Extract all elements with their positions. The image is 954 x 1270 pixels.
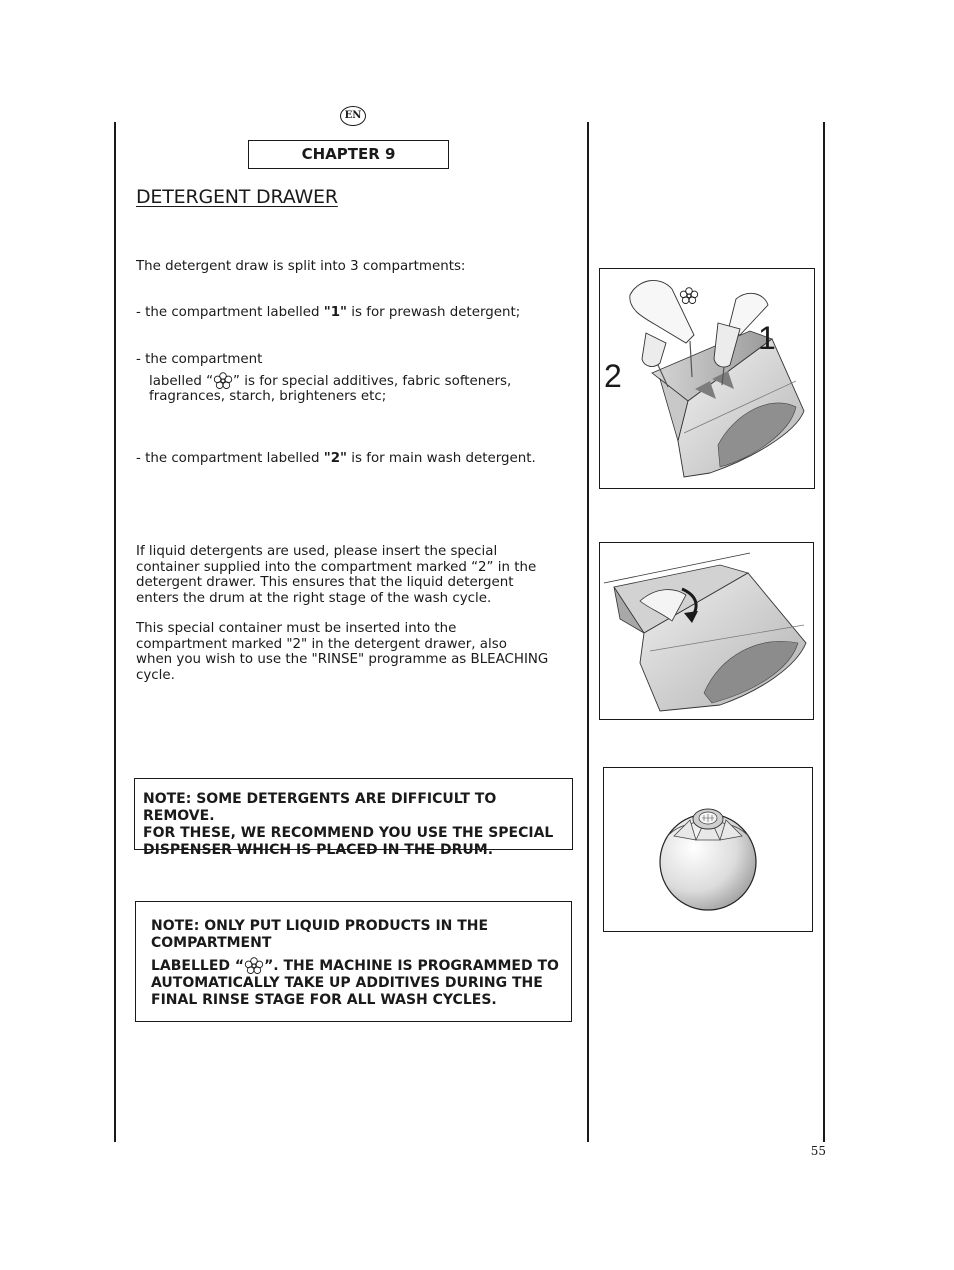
dispenser-ball-illustration: [604, 768, 811, 930]
chapter-label: CHAPTER 9: [248, 140, 449, 169]
liquid-paragraph-line: detergent drawer. This ensures that the liquid detergent: [136, 575, 514, 590]
bleaching-paragraph-line: cycle.: [136, 667, 175, 683]
liquid-paragraph-line: If liquid detergents are used, please insert the special: [136, 544, 498, 559]
compartment-softener-line3: fragrances, starch, brighteners etc;: [149, 389, 387, 404]
note2-suffix: ”. THE MACHINE IS PROGRAMMED TO: [264, 958, 559, 974]
bleaching-paragraph-line: compartment marked "2" in the detergent drawer, also: [136, 636, 507, 652]
flower-icon: [680, 288, 697, 304]
section-title: DETERGENT DRAWER: [136, 186, 338, 208]
figure-dispenser-ball: [603, 767, 813, 932]
liquid-paragraph-line: enters the drum at the right stage of the wash cycle.: [136, 590, 492, 606]
compartment-1-suffix: is for prewash detergent;: [347, 305, 521, 320]
note2-line: FINAL RINSE STAGE FOR ALL WASH CYCLES.: [151, 992, 497, 1008]
note2-line: AUTOMATICALLY TAKE UP ADDITIVES DURING THE: [151, 975, 543, 991]
note2-prefix: LABELLED “: [151, 958, 245, 974]
right-margin-rule: [823, 122, 825, 1142]
compartment-softener-line2: [136, 372, 511, 390]
compartment-softener-line1: - the compartment: [136, 352, 263, 367]
bottle-left: [630, 280, 694, 343]
note2-line-labelled: [151, 957, 571, 975]
compartment-1-marker: 1: [758, 320, 776, 356]
container-insertion-illustration: [600, 543, 812, 718]
measuring-cup: [642, 333, 666, 366]
note-liquid-products: [135, 901, 572, 1022]
note1-line: DISPENSER WHICH IS PLACED IN THE DRUM.: [143, 842, 494, 858]
compartment-2-marker: 2: [604, 358, 622, 394]
flower-icon: [213, 372, 233, 389]
compartment-2-text: [136, 451, 536, 467]
note2-line: COMPARTMENT: [151, 935, 272, 951]
liquid-detergent-paragraph: [136, 544, 536, 606]
bleaching-paragraph: [136, 621, 548, 683]
column-divider-rule: [587, 122, 589, 1142]
bleaching-paragraph-line: when you wish to use the "RINSE" programme as BLEACHING: [136, 652, 549, 667]
language-badge: EN: [340, 106, 366, 126]
liquid-paragraph-line: container supplied into the compartment marked “2” in the: [136, 559, 537, 575]
compartment-softener-prefix: labelled “: [149, 373, 214, 389]
compartment-1-text: [136, 305, 520, 321]
compartment-2-label: "2": [323, 451, 348, 466]
compartment-2-suffix: is for main wash detergent.: [347, 451, 536, 466]
figure-liquid-container: [599, 542, 814, 720]
note-difficult-detergents: [134, 778, 573, 858]
compartment-softener-suffix: ” is for special additives, fabric softeners,: [233, 373, 512, 389]
note2-line: NOTE: ONLY PUT LIQUID PRODUCTS IN THE: [151, 918, 489, 934]
compartment-softener-text: [136, 352, 511, 405]
bleaching-paragraph-line: This special container must be inserted into the: [136, 621, 457, 636]
compartment-1-label: "1": [323, 305, 348, 320]
intro-text: The detergent draw is split into 3 compartments:: [136, 259, 466, 274]
left-margin-rule: [114, 122, 116, 1142]
page-number: 55: [810, 1144, 826, 1158]
figure-filling-drawer: [599, 268, 815, 489]
note1-line: NOTE: SOME DETERGENTS ARE DIFFICULT TO REMOVE.: [143, 791, 497, 824]
flower-icon: [244, 957, 264, 974]
compartment-2-prefix: - the compartment labelled: [136, 451, 324, 466]
compartment-1-prefix: - the compartment labelled: [136, 305, 324, 320]
drawer-filling-illustration: [600, 269, 813, 487]
note1-line: FOR THESE, WE RECOMMEND YOU USE THE SPECIAL: [143, 825, 554, 841]
